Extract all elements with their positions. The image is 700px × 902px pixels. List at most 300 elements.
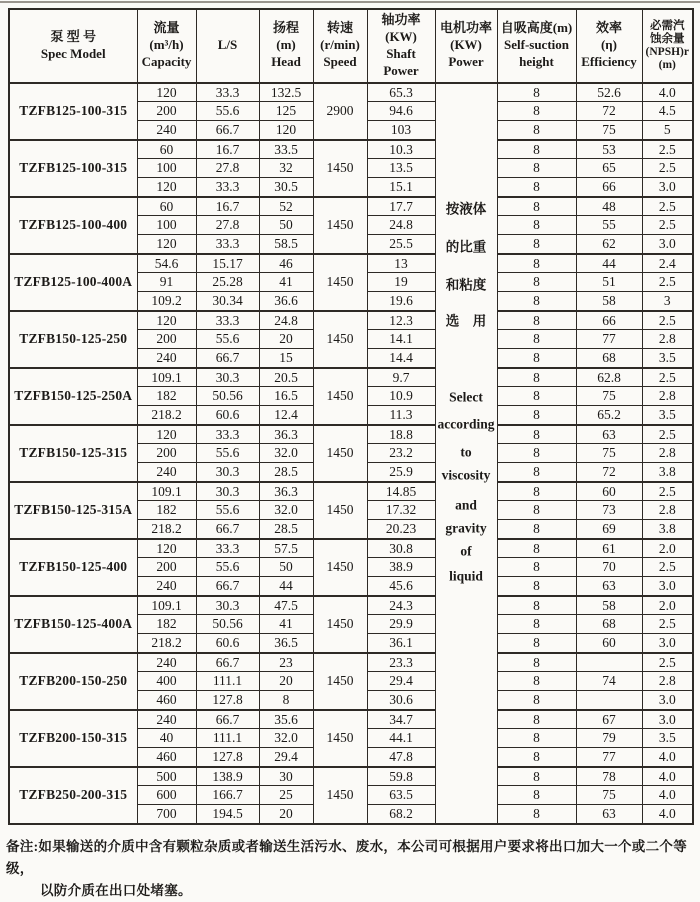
model-cell: TZFB150-125-400 <box>9 539 137 596</box>
efficiency-cell: 44 <box>576 254 642 273</box>
speed-cell: 1450 <box>313 197 367 254</box>
head-cell: 32.0 <box>259 501 313 520</box>
speed-cell: 1450 <box>313 311 367 368</box>
self-suction-cell: 8 <box>497 786 576 805</box>
self-suction-cell: 8 <box>497 235 576 254</box>
table-body <box>9 83 693 824</box>
self-suction-cell: 8 <box>497 178 576 197</box>
header-line: Power <box>448 54 484 70</box>
capacity-cell: 120 <box>137 178 196 197</box>
efficiency-cell: 53 <box>576 140 642 159</box>
speed-cell: 1450 <box>313 710 367 767</box>
self-suction-cell: 8 <box>497 558 576 577</box>
liters-per-second-cell: 111.1 <box>196 729 259 748</box>
self-suction-cell: 8 <box>497 330 576 349</box>
efficiency-cell: 63 <box>576 577 642 596</box>
self-suction-cell: 8 <box>497 197 576 216</box>
capacity-cell: 100 <box>137 216 196 235</box>
self-suction-cell: 8 <box>497 311 576 330</box>
head-cell: 36.5 <box>259 634 313 653</box>
efficiency-cell: 69 <box>576 520 642 539</box>
header-line: 效率 <box>595 20 622 36</box>
speed-cell: 1450 <box>313 254 367 311</box>
header-line: 蚀余量 <box>650 32 685 45</box>
efficiency-cell: 48 <box>576 197 642 216</box>
liters-per-second-cell: 33.3 <box>196 83 259 102</box>
motor-note-phrase: 的比重 <box>445 239 487 255</box>
capacity-cell: 60 <box>137 197 196 216</box>
head-cell: 20.5 <box>259 368 313 387</box>
speed-cell: 1450 <box>313 539 367 596</box>
efficiency-cell: 73 <box>576 501 642 520</box>
self-suction-cell: 8 <box>497 159 576 178</box>
head-cell: 36.3 <box>259 482 313 501</box>
efficiency-cell: 72 <box>576 102 642 121</box>
header-line: (r/min) <box>320 37 360 53</box>
table-header <box>9 9 693 83</box>
liters-per-second-cell: 60.6 <box>196 406 259 425</box>
npsh-cell: 4.0 <box>642 748 693 767</box>
header-line: L/S <box>217 37 238 53</box>
shaft-power-cell: 44.1 <box>367 729 435 748</box>
motor-note-phrase: gravity <box>445 520 487 536</box>
liters-per-second-cell: 50.56 <box>196 615 259 634</box>
liters-per-second-cell: 50.56 <box>196 387 259 406</box>
shaft-power-cell: 30.8 <box>367 539 435 558</box>
header-capacity <box>137 9 196 83</box>
table-row <box>9 539 693 558</box>
speed-cell: 2900 <box>313 83 367 140</box>
efficiency-cell: 77 <box>576 330 642 349</box>
motor-power-note <box>436 84 497 823</box>
head-cell: 50 <box>259 558 313 577</box>
npsh-cell: 2.5 <box>642 558 693 577</box>
liters-per-second-cell: 33.3 <box>196 235 259 254</box>
self-suction-cell: 8 <box>497 748 576 767</box>
head-cell: 32 <box>259 159 313 178</box>
table-row <box>9 254 693 273</box>
header-line: 电机功率 <box>439 20 492 36</box>
shaft-power-cell: 45.6 <box>367 577 435 596</box>
header-line: (m) <box>658 58 676 71</box>
liters-per-second-cell: 194.5 <box>196 805 259 824</box>
shaft-power-cell: 59.8 <box>367 767 435 786</box>
npsh-cell: 2.8 <box>642 444 693 463</box>
head-cell: 41 <box>259 273 313 292</box>
header-line: (NPSH)r <box>645 45 689 58</box>
shaft-power-cell: 14.1 <box>367 330 435 349</box>
npsh-cell: 3.0 <box>642 710 693 729</box>
header-line: (KW) <box>450 37 482 53</box>
footnote-line-1: 备注:如果输送的介质中含有颗粒杂质或者输送生活污水、废水，本公司可根据用户要求将出口加大一个或二个等级， <box>6 838 687 876</box>
header-line: (m) <box>276 37 296 53</box>
motor-note-phrase: 和粘度 <box>445 277 487 293</box>
table-row <box>9 140 693 159</box>
liters-per-second-cell: 27.8 <box>196 216 259 235</box>
self-suction-cell: 8 <box>497 368 576 387</box>
efficiency-cell: 52.6 <box>576 83 642 102</box>
header-model <box>9 9 137 83</box>
liters-per-second-cell: 55.6 <box>196 558 259 577</box>
efficiency-cell: 67 <box>576 710 642 729</box>
header-line: Shaft Power <box>383 45 419 78</box>
efficiency-cell: 63 <box>576 425 642 444</box>
head-cell: 36.6 <box>259 292 313 311</box>
capacity-cell: 100 <box>137 159 196 178</box>
npsh-cell: 3.0 <box>642 577 693 596</box>
efficiency-cell <box>576 653 642 672</box>
liters-per-second-cell: 16.7 <box>196 197 259 216</box>
model-cell: TZFB150-125-250A <box>9 368 137 425</box>
shaft-power-cell: 47.8 <box>367 748 435 767</box>
liters-per-second-cell: 66.7 <box>196 577 259 596</box>
capacity-cell: 600 <box>137 786 196 805</box>
head-cell: 36.3 <box>259 425 313 444</box>
header-line: (η) <box>600 37 618 53</box>
header-line: Speed <box>323 54 357 70</box>
head-cell: 29.4 <box>259 748 313 767</box>
head-cell: 23 <box>259 653 313 672</box>
liters-per-second-cell: 33.3 <box>196 178 259 197</box>
head-cell: 120 <box>259 121 313 140</box>
liters-per-second-cell: 55.6 <box>196 501 259 520</box>
model-cell: TZFB200-150-315 <box>9 710 137 767</box>
self-suction-cell: 8 <box>497 805 576 824</box>
head-cell: 132.5 <box>259 83 313 102</box>
motor-note-phrase: according <box>437 415 495 431</box>
efficiency-cell: 65.2 <box>576 406 642 425</box>
shaft-power-cell: 36.1 <box>367 634 435 653</box>
efficiency-cell: 77 <box>576 748 642 767</box>
header-motor-power <box>435 9 497 83</box>
self-suction-cell: 8 <box>497 463 576 482</box>
liters-per-second-cell: 127.8 <box>196 691 259 710</box>
npsh-cell: 3.5 <box>642 729 693 748</box>
shaft-power-cell: 9.7 <box>367 368 435 387</box>
header-line: 泵 型 号 <box>50 28 96 44</box>
npsh-cell: 4.0 <box>642 805 693 824</box>
header-line: (KW) <box>385 28 417 44</box>
capacity-cell: 120 <box>137 83 196 102</box>
liters-per-second-cell: 55.6 <box>196 102 259 121</box>
liters-per-second-cell: 30.3 <box>196 463 259 482</box>
liters-per-second-cell: 66.7 <box>196 349 259 368</box>
shaft-power-cell: 29.4 <box>367 672 435 691</box>
efficiency-cell: 55 <box>576 216 642 235</box>
liters-per-second-cell: 55.6 <box>196 330 259 349</box>
efficiency-cell: 75 <box>576 786 642 805</box>
scan-edge-line <box>0 1 700 3</box>
capacity-cell: 109.2 <box>137 292 196 311</box>
speed-cell: 1450 <box>313 767 367 824</box>
capacity-cell: 200 <box>137 558 196 577</box>
capacity-cell: 240 <box>137 349 196 368</box>
head-cell: 30.5 <box>259 178 313 197</box>
self-suction-cell: 8 <box>497 387 576 406</box>
self-suction-cell: 8 <box>497 691 576 710</box>
shaft-power-cell: 12.3 <box>367 311 435 330</box>
model-cell: TZFB150-125-250 <box>9 311 137 368</box>
header-line: height <box>519 54 554 70</box>
motor-note-phrase: of <box>460 543 472 559</box>
self-suction-cell: 8 <box>497 254 576 273</box>
efficiency-cell: 75 <box>576 121 642 140</box>
self-suction-cell: 8 <box>497 273 576 292</box>
efficiency-cell: 72 <box>576 463 642 482</box>
head-cell: 57.5 <box>259 539 313 558</box>
npsh-cell: 2.5 <box>642 368 693 387</box>
npsh-cell: 2.0 <box>642 539 693 558</box>
shaft-power-cell: 63.5 <box>367 786 435 805</box>
head-cell: 41 <box>259 615 313 634</box>
capacity-cell: 200 <box>137 102 196 121</box>
speed-cell: 1450 <box>313 140 367 197</box>
self-suction-cell: 8 <box>497 672 576 691</box>
head-cell: 28.5 <box>259 463 313 482</box>
efficiency-cell: 66 <box>576 311 642 330</box>
footnote-line-2: 以防介质在出口处堵塞。 <box>40 883 192 899</box>
npsh-cell: 3.0 <box>642 235 693 254</box>
capacity-cell: 182 <box>137 387 196 406</box>
shaft-power-cell: 19.6 <box>367 292 435 311</box>
header-line: 转速 <box>326 20 353 36</box>
liters-per-second-cell: 30.34 <box>196 292 259 311</box>
efficiency-cell: 60 <box>576 634 642 653</box>
npsh-cell: 3.0 <box>642 691 693 710</box>
self-suction-cell: 8 <box>497 520 576 539</box>
efficiency-cell: 63 <box>576 805 642 824</box>
shaft-power-cell: 18.8 <box>367 425 435 444</box>
shaft-power-cell: 23.2 <box>367 444 435 463</box>
header-liters-per-second <box>196 9 259 83</box>
shaft-power-cell: 14.85 <box>367 482 435 501</box>
header-line: (m³/h) <box>149 37 184 53</box>
head-cell: 12.4 <box>259 406 313 425</box>
npsh-cell: 4.5 <box>642 102 693 121</box>
liters-per-second-cell: 33.3 <box>196 311 259 330</box>
npsh-cell: 2.5 <box>642 482 693 501</box>
liters-per-second-cell: 66.7 <box>196 710 259 729</box>
header-head <box>259 9 313 83</box>
capacity-cell: 240 <box>137 121 196 140</box>
capacity-cell: 109.1 <box>137 368 196 387</box>
capacity-cell: 240 <box>137 710 196 729</box>
capacity-cell: 120 <box>137 311 196 330</box>
shaft-power-cell: 29.9 <box>367 615 435 634</box>
shaft-power-cell: 17.32 <box>367 501 435 520</box>
head-cell: 20 <box>259 672 313 691</box>
npsh-cell: 2.5 <box>642 159 693 178</box>
self-suction-cell: 8 <box>497 425 576 444</box>
table-row <box>9 653 693 672</box>
head-cell: 28.5 <box>259 520 313 539</box>
self-suction-cell: 8 <box>497 444 576 463</box>
efficiency-cell: 70 <box>576 558 642 577</box>
shaft-power-cell: 23.3 <box>367 653 435 672</box>
header-line: 轴功率 <box>381 12 421 27</box>
efficiency-cell: 65 <box>576 159 642 178</box>
speed-cell: 1450 <box>313 653 367 710</box>
efficiency-cell: 61 <box>576 539 642 558</box>
npsh-cell: 2.8 <box>642 501 693 520</box>
liters-per-second-cell: 66.7 <box>196 121 259 140</box>
shaft-power-cell: 20.23 <box>367 520 435 539</box>
npsh-cell: 4.0 <box>642 83 693 102</box>
head-cell: 58.5 <box>259 235 313 254</box>
head-cell: 24.8 <box>259 311 313 330</box>
model-cell: TZFB125-100-400A <box>9 254 137 311</box>
motor-note-phrase: viscosity <box>441 467 491 483</box>
self-suction-cell: 8 <box>497 653 576 672</box>
shaft-power-cell: 68.2 <box>367 805 435 824</box>
model-cell: TZFB200-150-250 <box>9 653 137 710</box>
shaft-power-cell: 19 <box>367 273 435 292</box>
head-cell: 20 <box>259 330 313 349</box>
motor-note-phrase: liquid <box>449 567 483 583</box>
table-row <box>9 83 693 102</box>
self-suction-cell: 8 <box>497 729 576 748</box>
efficiency-cell: 68 <box>576 615 642 634</box>
header-line: 流量 <box>153 20 180 36</box>
header-line: 扬程 <box>272 20 299 36</box>
npsh-cell: 4.0 <box>642 786 693 805</box>
shaft-power-cell: 15.1 <box>367 178 435 197</box>
capacity-cell: 460 <box>137 748 196 767</box>
self-suction-cell: 8 <box>497 140 576 159</box>
npsh-cell: 3 <box>642 292 693 311</box>
npsh-cell: 2.5 <box>642 653 693 672</box>
liters-per-second-cell: 55.6 <box>196 444 259 463</box>
shaft-power-cell: 65.3 <box>367 83 435 102</box>
table-row <box>9 425 693 444</box>
capacity-cell: 218.2 <box>137 406 196 425</box>
liters-per-second-cell: 166.7 <box>196 786 259 805</box>
head-cell: 33.5 <box>259 140 313 159</box>
npsh-cell: 2.8 <box>642 330 693 349</box>
header-line: Head <box>271 54 301 70</box>
capacity-cell: 109.1 <box>137 482 196 501</box>
capacity-cell: 120 <box>137 235 196 254</box>
liters-per-second-cell: 111.1 <box>196 672 259 691</box>
head-cell: 32.0 <box>259 729 313 748</box>
capacity-cell: 218.2 <box>137 520 196 539</box>
header-efficiency <box>576 9 642 83</box>
head-cell: 44 <box>259 577 313 596</box>
header-line: Capacity <box>141 54 192 70</box>
liters-per-second-cell: 30.3 <box>196 368 259 387</box>
header-speed <box>313 9 367 83</box>
capacity-cell: 120 <box>137 425 196 444</box>
npsh-cell: 3.5 <box>642 406 693 425</box>
shaft-power-cell: 34.7 <box>367 710 435 729</box>
shaft-power-cell: 24.3 <box>367 596 435 615</box>
head-cell: 16.5 <box>259 387 313 406</box>
model-cell: TZFB150-125-315A <box>9 482 137 539</box>
motor-note-phrase: to <box>460 444 472 460</box>
head-cell: 47.5 <box>259 596 313 615</box>
motor-power-note-cell <box>435 83 497 824</box>
head-cell: 46 <box>259 254 313 273</box>
npsh-cell: 2.5 <box>642 216 693 235</box>
capacity-cell: 700 <box>137 805 196 824</box>
model-cell: TZFB150-125-400A <box>9 596 137 653</box>
capacity-cell: 40 <box>137 729 196 748</box>
header-line: 必需汽 <box>650 20 685 33</box>
capacity-cell: 240 <box>137 577 196 596</box>
self-suction-cell: 8 <box>497 710 576 729</box>
capacity-cell: 460 <box>137 691 196 710</box>
npsh-cell: 3.8 <box>642 463 693 482</box>
shaft-power-cell: 13.5 <box>367 159 435 178</box>
motor-note-phrase: Select <box>449 389 483 405</box>
model-cell: TZFB125-100-315 <box>9 83 137 140</box>
capacity-cell: 109.1 <box>137 596 196 615</box>
npsh-cell: 5 <box>642 121 693 140</box>
capacity-cell: 120 <box>137 539 196 558</box>
self-suction-cell: 8 <box>497 406 576 425</box>
self-suction-cell: 8 <box>497 121 576 140</box>
liters-per-second-cell: 25.28 <box>196 273 259 292</box>
head-cell: 30 <box>259 767 313 786</box>
head-cell: 125 <box>259 102 313 121</box>
self-suction-cell: 8 <box>497 577 576 596</box>
header-row <box>9 9 693 83</box>
npsh-cell: 3.5 <box>642 349 693 368</box>
liters-per-second-cell: 66.7 <box>196 653 259 672</box>
speed-cell: 1450 <box>313 368 367 425</box>
head-cell: 25 <box>259 786 313 805</box>
efficiency-cell: 79 <box>576 729 642 748</box>
self-suction-cell: 8 <box>497 216 576 235</box>
header-line: 自吸高度(m) <box>500 20 573 36</box>
shaft-power-cell: 10.3 <box>367 140 435 159</box>
npsh-cell: 2.4 <box>642 254 693 273</box>
capacity-cell: 500 <box>137 767 196 786</box>
capacity-cell: 182 <box>137 615 196 634</box>
npsh-cell: 2.5 <box>642 311 693 330</box>
capacity-cell: 200 <box>137 330 196 349</box>
header-shaft-power <box>367 9 435 83</box>
head-cell: 8 <box>259 691 313 710</box>
self-suction-cell: 8 <box>497 482 576 501</box>
shaft-power-cell: 30.6 <box>367 691 435 710</box>
self-suction-cell: 8 <box>497 83 576 102</box>
liters-per-second-cell: 15.17 <box>196 254 259 273</box>
self-suction-cell: 8 <box>497 634 576 653</box>
npsh-cell: 2.5 <box>642 273 693 292</box>
self-suction-cell: 8 <box>497 501 576 520</box>
liters-per-second-cell: 127.8 <box>196 748 259 767</box>
table-row <box>9 710 693 729</box>
table-row <box>9 368 693 387</box>
efficiency-cell: 58 <box>576 292 642 311</box>
npsh-cell: 3.8 <box>642 520 693 539</box>
liters-per-second-cell: 27.8 <box>196 159 259 178</box>
capacity-cell: 240 <box>137 463 196 482</box>
liters-per-second-cell: 33.3 <box>196 539 259 558</box>
npsh-cell: 4.0 <box>642 767 693 786</box>
efficiency-cell: 58 <box>576 596 642 615</box>
head-cell: 15 <box>259 349 313 368</box>
efficiency-cell: 62.8 <box>576 368 642 387</box>
liters-per-second-cell: 60.6 <box>196 634 259 653</box>
capacity-cell: 182 <box>137 501 196 520</box>
shaft-power-cell: 24.8 <box>367 216 435 235</box>
shaft-power-cell: 103 <box>367 121 435 140</box>
shaft-power-cell: 25.9 <box>367 463 435 482</box>
shaft-power-cell: 94.6 <box>367 102 435 121</box>
capacity-cell: 400 <box>137 672 196 691</box>
